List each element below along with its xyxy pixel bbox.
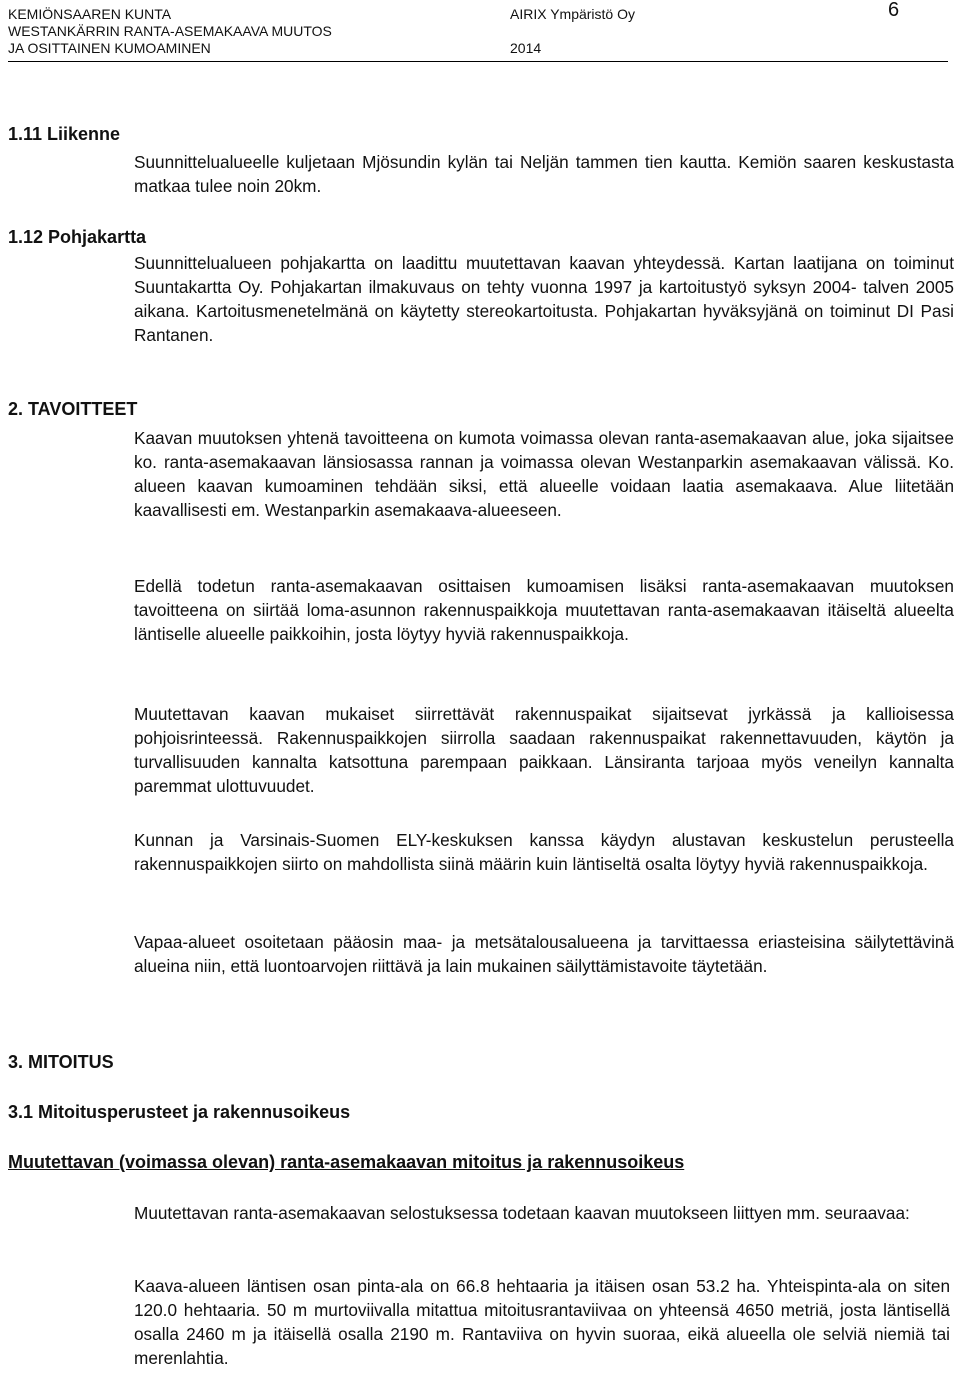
paragraph-goals-2 (134, 574, 954, 646)
paragraph-goals-5 (134, 930, 954, 978)
paragraph-text: Kaava-alueen läntisen osan pinta-ala on 66.8 hehtaaria ja itäisen osan 53.2 ha. Yhteispinta-ala on siten 120.0 hehtaaria. 50 m murtoviivalla mitattua mitoitusrantaviivaa on yhteensä 4650 metriä, josta läntisellä osalla 2460 m ja itäisellä osalla 2190 m. Rantaviiva on hyvin suoraa, eikä alueella ole selviä niemiä tai merenlahtia. (134, 1276, 950, 1368)
header-divider (8, 61, 948, 62)
header-year: 2014 (510, 40, 542, 56)
page-number: 6 (888, 0, 900, 21)
paragraph-text: Kunnan ja Varsinais-Suomen ELY-keskuksen kanssa käydyn alustavan keskustelun perusteella rakennuspaikkojen siirto on mahdollista siinä määrin kuin läntiseltä osalta löytyy hyviä rakennuspaikkoja. (134, 830, 954, 874)
heading-3-dimensioning: 3. MITOITUS (8, 1052, 114, 1072)
plan-title-line-1: WESTANKÄRRIN RANTA-ASEMAKAAVA MUUTOS (8, 23, 332, 39)
paragraph-text: Muutettavan kaavan mukaiset siirrettävät rakennuspaikat sijaitsevat jyrkässä ja kallioisessa pohjoisrinteessä. Rakennuspaikkojen siirrolla saadaan rakennuspaikat rakennettavuuden, käytön ja turvallisuuden kannalta katsottuna parempaan paikkaan. Länsiranta tarjoaa myös veneilyn kannalta paremmat ulottuvuudet. (134, 704, 954, 796)
heading-2-goals: 2. TAVOITTEET (8, 399, 138, 419)
paragraph-traffic (134, 150, 954, 198)
consultant-name: AIRIX Ympäristö Oy (510, 6, 636, 22)
paragraph-basemap (134, 251, 954, 347)
paragraph-dimensioning-2 (134, 1274, 950, 1370)
heading-3-1: 3.1 Mitoitusperusteet ja rakennusoikeus (8, 1102, 351, 1122)
paragraph-text: Muutettavan ranta-asemakaavan selostuksessa todetaan kaavan muutokseen liittyen mm. seuraavaa: (134, 1203, 910, 1223)
plan-title-line-2: JA OSITTAINEN KUMOAMINEN (8, 40, 211, 56)
paragraph-goals-3 (134, 702, 954, 798)
paragraph-goals-4 (134, 828, 954, 876)
paragraph-dimensioning-1 (134, 1201, 950, 1225)
org-name: KEMIÖNSAAREN KUNTA (8, 6, 172, 22)
heading-1-12: 1.12 Pohjakartta (8, 227, 147, 247)
page-header (8, 0, 948, 57)
paragraph-text: Suunnittelualueelle kuljetaan Mjösundin kylän tai Neljän tammen tien kautta. Kemiön saaren keskustasta matkaa tulee noin 20km. (134, 152, 954, 196)
underlined-heading: Muutettavan (voimassa olevan) ranta-asemakaavan mitoitus ja rakennusoikeus (8, 1152, 685, 1172)
paragraph-text: Edellä todetun ranta-asemakaavan osittaisen kumoamisen lisäksi ranta-asemakaavan muutoksen tavoitteena on siirtää loma-asunnon rakennuspaikkoja muutettavan ranta-asemakaavan itäiseltä alueelta läntiselle alueelle paikkoihin, josta löytyy hyviä rakennuspaikkoja. (134, 576, 954, 644)
paragraph-text: Vapaa-alueet osoitetaan pääosin maa- ja metsätalousalueena ja tarvittaessa eriasteisina säilytettävinä alueina niin, että luontoarvojen riittävä ja lain mukainen säilyttämistavoite täytetään. (134, 932, 954, 976)
paragraph-goals-1 (134, 426, 954, 522)
paragraph-text: Kaavan muutoksen yhtenä tavoitteena on kumota voimassa olevan ranta-asemakaavan alue, joka sijaitsee ko. ranta-asemakaavan länsiosassa rannan ja voimassa olevan Westanparkin asemakaavan välissä. Ko. alueen kaavan kumoaminen tehdään siksi, että alueelle voidaan laatia asemakaava. Alue liitetään kaavallisesti em. Westanparkin asemakaava-alueeseen. (134, 428, 954, 520)
paragraph-text: Suunnittelualueen pohjakartta on laadittu muutettavan kaavan yhteydessä. Kartan laatijana on toiminut Suuntakartta Oy. Pohjakartan ilmakuvaus on tehty vuonna 1997 ja kartoitustyö syksyn 2004- talven 2005 aikana. Kartoitusmenetelmänä on käytetty stereokartoitusta. Pohjakartan hyväksyjänä on toiminut DI Pasi Rantanen. (134, 253, 954, 345)
heading-1-11: 1.11 Liikenne (8, 124, 121, 144)
